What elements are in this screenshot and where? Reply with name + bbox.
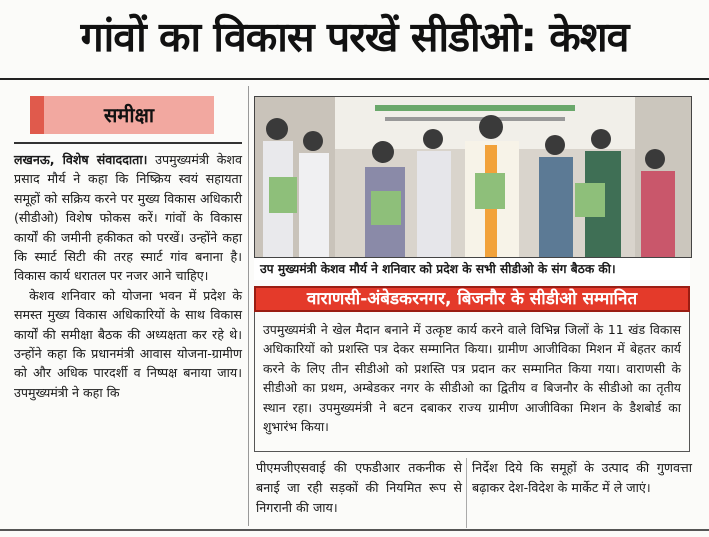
photo-caption: उप मुख्यमंत्री केशव मौर्य ने शनिवार को प्रदेश के सभी सीडीओ के संग बैठक की। xyxy=(254,258,690,280)
news-photo xyxy=(254,96,692,258)
headline-rule xyxy=(0,78,709,80)
box-body: उपमुख्यमंत्री ने खेल मैदान बनाने में उत्कृष्ट कार्य करने वाले विभिन्न जिलों के 11 खंड विकास अधिकारियों को प्रशस्ति पत्र देकर सम्मानित किया। ग्रामीण आजीविका मिशन में बेहतर कार्य करने के लिए तीन सीडीओ को प्रशस्ति पत्र प्रदान कर सम्मानित किया गया। वाराणसी के सीडीओ का प्रथम, अम्बेडकर नगर के सीडीओ का द्वितीय व बिजनौर के सीडीओ का तृतीय स्थान रहा। उपमुख्यमंत्री ने बटन दबाकर राज्य ग्रामीण आजीविका मिशन के डैशबोर्ड का शुभारंभ किया। xyxy=(254,312,690,452)
section-tag-label: समीक्षा xyxy=(103,103,155,127)
dateline: लखनऊ, विशेष संवाददाता। xyxy=(14,152,148,167)
article-column-3: निर्देश दिये कि समूहों के उत्पाद की गुणवत्ता बढ़ाकर देश-विदेश के मार्केट में ले जाएं। xyxy=(472,460,692,495)
bottom-rule xyxy=(0,529,709,531)
left-column xyxy=(14,86,242,536)
tag-rule xyxy=(14,142,242,144)
photo-illustration xyxy=(255,97,691,257)
article-paragraph-2: केशव शनिवार को योजना भवन में प्रदेश के समस्त मुख्य विकास अधिकारियों के साथ विकास कार्यों की समीक्षा बैठक की अध्यक्षता कर रहे थे। उन्होंने कहा कि प्रधानमंत्री आवास योजना-ग्रामीण को और अधिक पारदर्शी व निष्पक्ष बनाया जाय। उपमुख्यमंत्री ने कहा कि xyxy=(14,287,242,400)
column-divider xyxy=(248,86,249,526)
article-body xyxy=(14,150,242,402)
article-paragraph-1: उपमुख्यमंत्री केशव प्रसाद मौर्य ने कहा कि निष्क्रिय स्वयं सहायता समूहों को सक्रिय करने पर मुख्य विकास अधिकारी (सीडीओ) विशेष फोकस करें। गांवों के विकास कार्यों की जमीनी हकीकत को परखें। उन्होंने कहा कि स्मार्ट सिटी की तरह स्मार्ट गांव बनाना है। विकास कार्य धरातल पर नजर आने चाहिए। xyxy=(14,152,242,284)
section-tag xyxy=(30,96,214,134)
column-divider-2 xyxy=(466,458,467,528)
article-column-2: पीएमजीएसवाई की एफडीआर तकनीक से बनाई जा रही सड़कों की नियमित रूप से निगरानी की जाय। xyxy=(256,460,462,515)
headline: गांवों का विकास परखें सीडीओ: केशव xyxy=(80,13,629,61)
box-heading-label: वाराणसी-अंबेडकरनगर, बिजनौर के सीडीओ सम्मानित xyxy=(306,289,638,309)
box-heading xyxy=(254,286,690,312)
